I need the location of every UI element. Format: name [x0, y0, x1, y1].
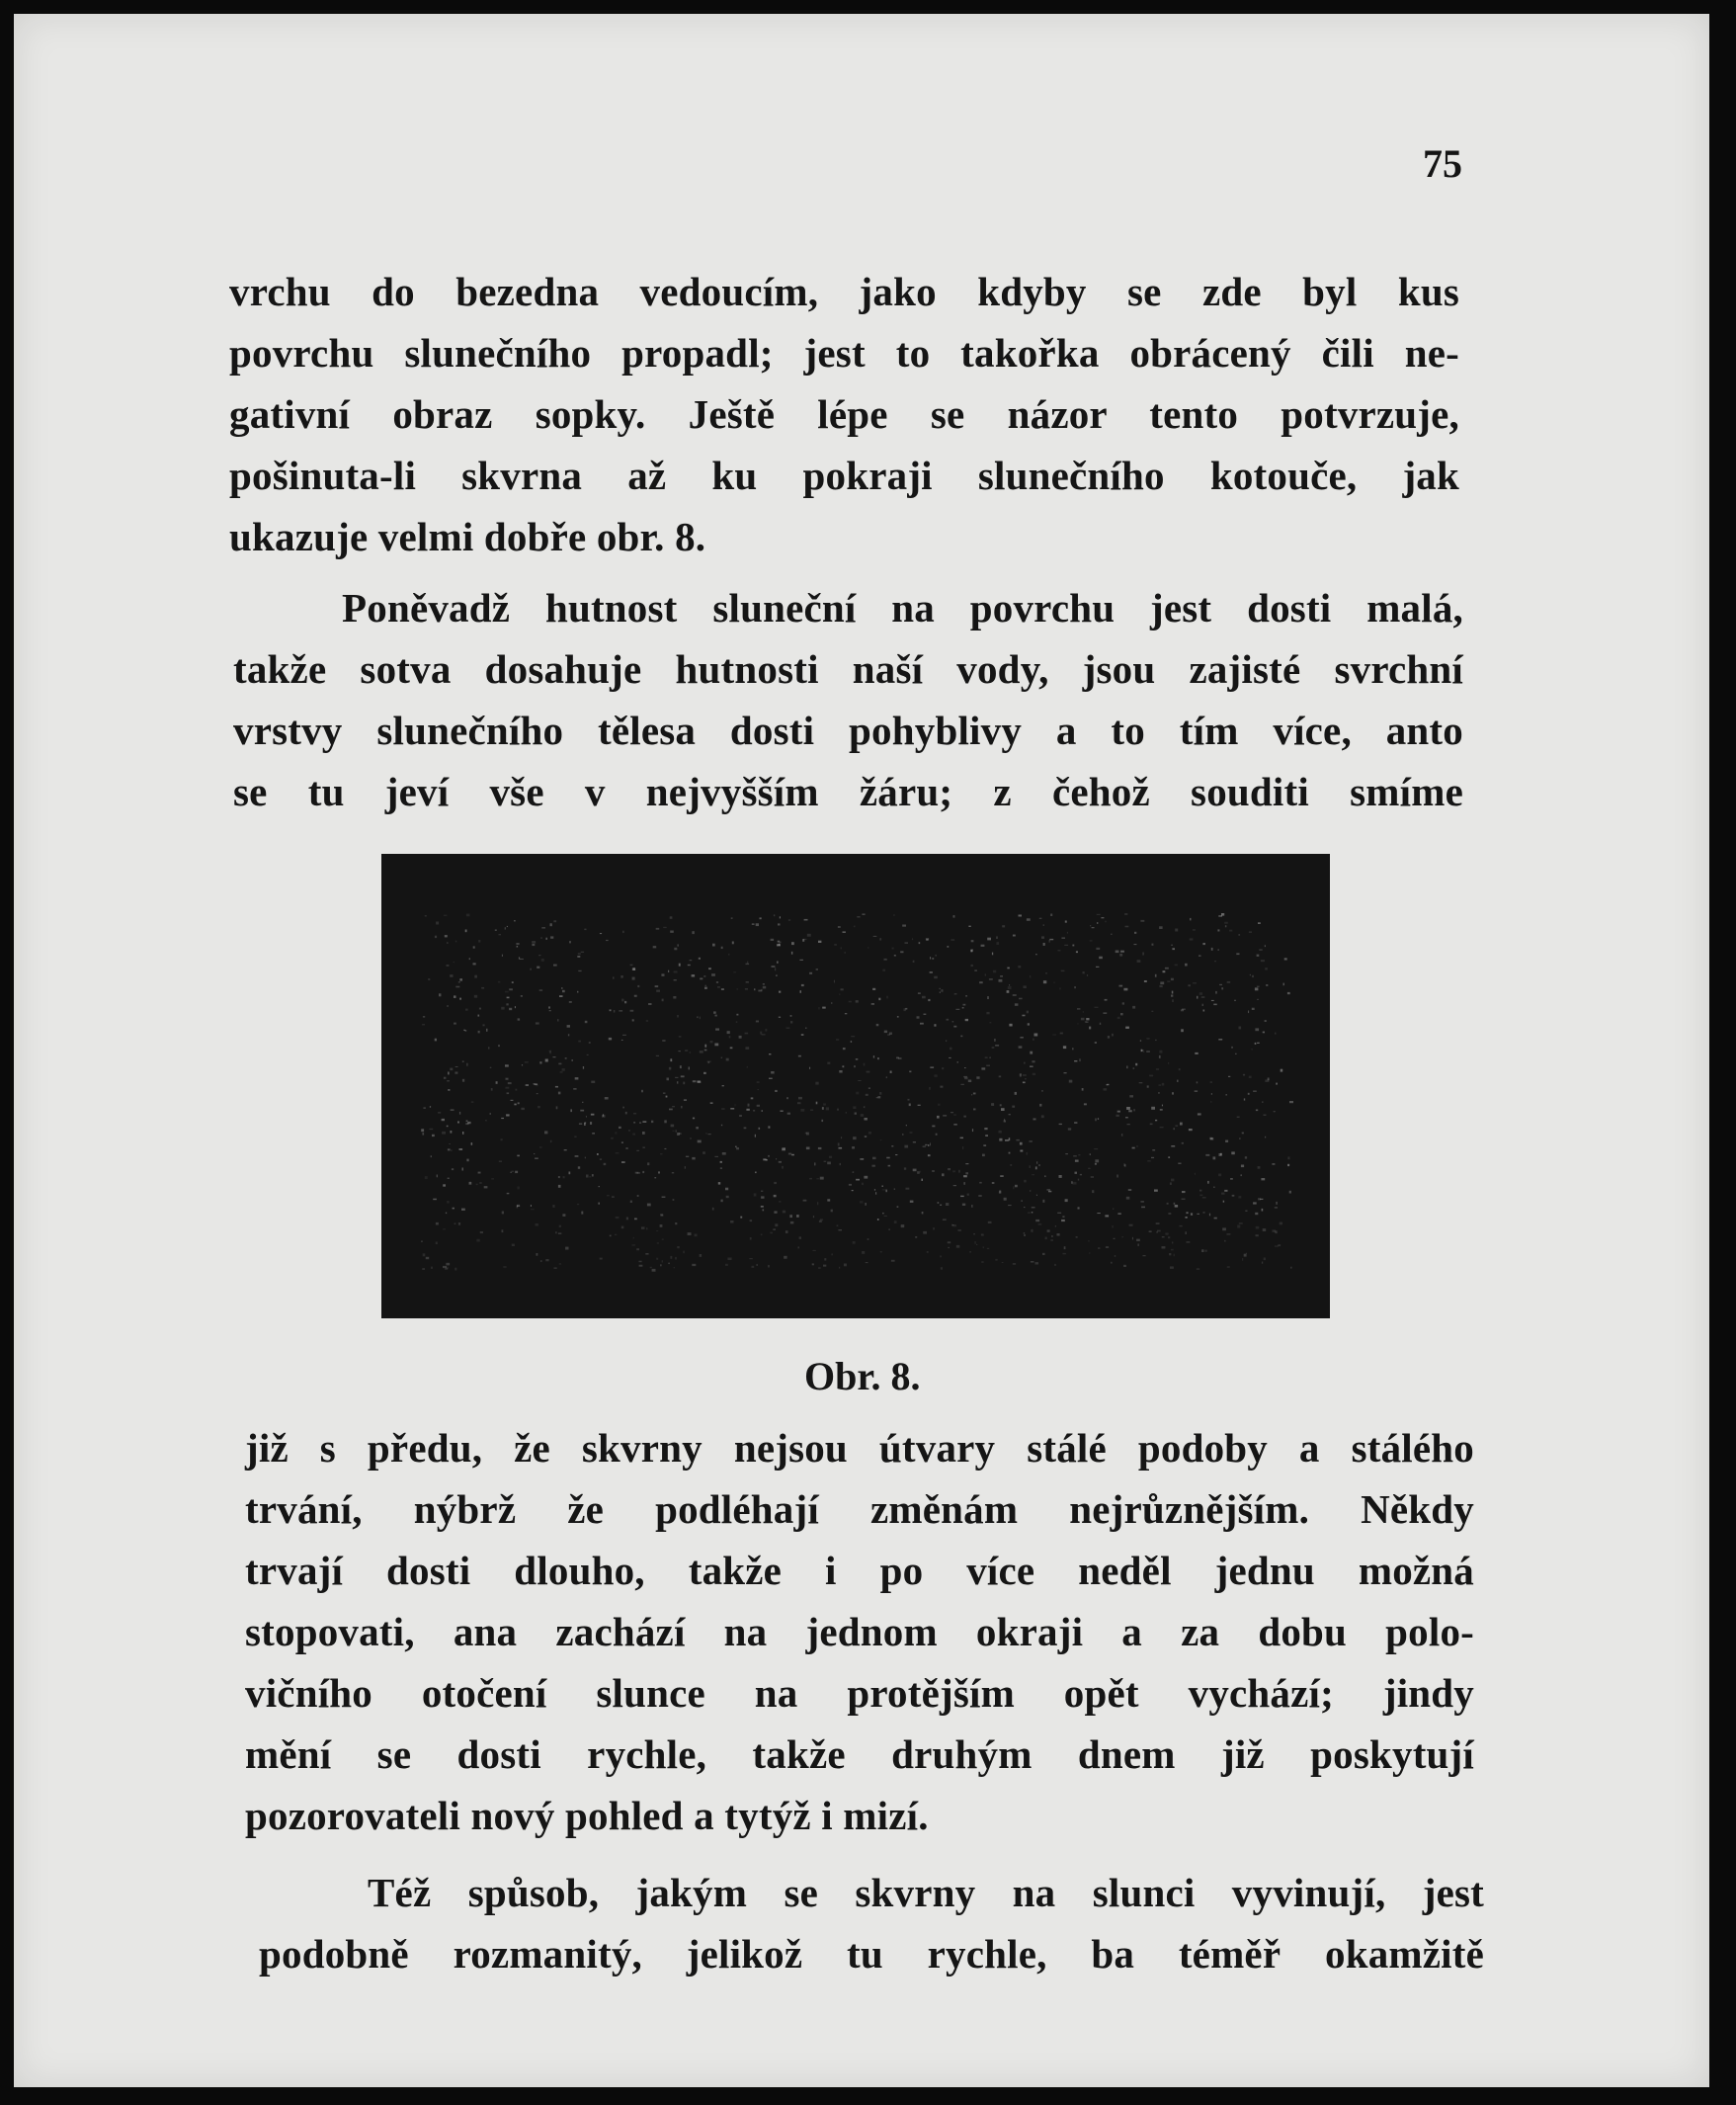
paragraph-4 [259, 1862, 1484, 1984]
page-number: 75 [1423, 141, 1462, 186]
text-line: trvají dosti dlouho, takže i po více neděl jednu možná [245, 1548, 1474, 1593]
text-line: ukazuje velmi dobře obr. 8. [229, 514, 706, 559]
paragraph-1 [229, 261, 1459, 567]
sunspot-photograph [381, 854, 1330, 1318]
text-line: Též spůsob, jakým se skvrny na slunci vyvinují, jest [368, 1870, 1484, 1915]
figure-caption: Obr. 8. [804, 1354, 921, 1398]
text-line: vrstvy slunečního tělesa dosti pohyblivy a to tím více, anto [233, 708, 1463, 753]
sunspot-image [381, 854, 1330, 1318]
book-page [14, 14, 1709, 2087]
text-line: mění se dosti rychle, takže druhým dnem již poskytují [245, 1731, 1474, 1777]
text-line: Poněvadž hutnost sluneční na povrchu jest dosti malá, [342, 585, 1463, 631]
paragraph-2 [233, 577, 1463, 822]
text-line: se tu jeví vše v nejvyšším žáru; z čehož souditi smíme [233, 769, 1463, 814]
paragraph-3 [245, 1417, 1474, 1846]
text-line: gativní obraz sopky. Ještě lépe se názor tento potvrzuje, [229, 391, 1459, 437]
text-line: vičního otočení slunce na protějším opět vychází; jindy [245, 1670, 1474, 1716]
text-line: povrchu slunečního propadl; jest to takořka obrácený čili ne- [229, 330, 1459, 376]
text-line: vrchu do bezedna vedoucím, jako kdyby se zde byl kus [229, 269, 1459, 314]
text-line: takže sotva dosahuje hutnosti naší vody, jsou zajisté svrchní [233, 646, 1463, 692]
text-line: pošinuta-li skvrna až ku pokraji slunečního kotouče, jak [229, 453, 1459, 498]
text-line: stopovati, ana zachází na jednom okraji a za dobu polo- [245, 1609, 1474, 1654]
text-line: pozorovateli nový pohled a tytýž i mizí. [245, 1793, 929, 1838]
text-line: trvání, nýbrž že podléhají změnám nejrůznějším. Někdy [245, 1486, 1474, 1532]
text-line: podobně rozmanitý, jelikož tu rychle, ba téměř okamžitě [259, 1931, 1484, 1977]
text-line: již s předu, že skvrny nejsou útvary stálé podoby a stálého [245, 1425, 1474, 1471]
figure-background [381, 854, 1330, 1318]
